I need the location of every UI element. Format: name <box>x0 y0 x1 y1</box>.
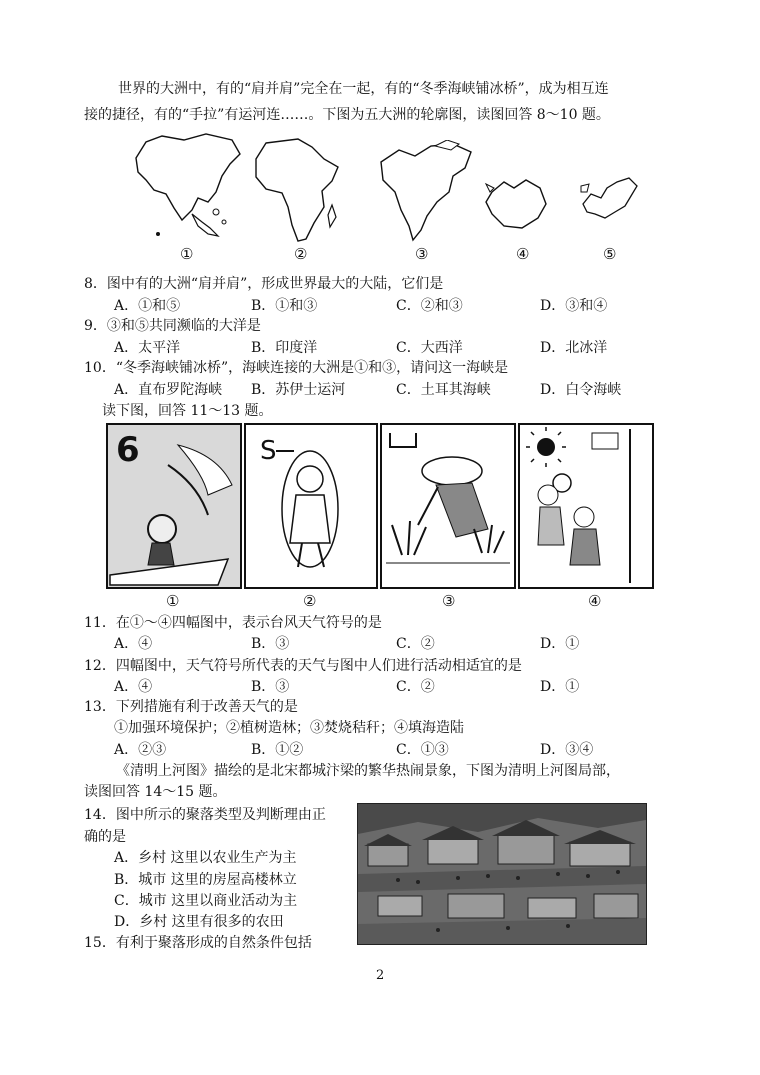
continent-europe-outline <box>577 174 641 224</box>
weather-label-4: ④ <box>588 592 602 610</box>
sun-icon <box>537 438 555 456</box>
question-12-option-b: B．③ <box>251 679 290 695</box>
weather-symbol-icon: S <box>260 436 277 466</box>
weather-symbol-icon <box>390 433 416 447</box>
question-14-option-d: D．乡村 这里有很多的农田 <box>114 914 284 930</box>
continent-label-3: ③ <box>415 245 429 263</box>
continent-label-4: ④ <box>516 245 530 263</box>
question-10-option-c: C．土耳其海峡 <box>396 382 491 398</box>
continent-north-america-outline <box>375 140 475 244</box>
weather-panel-sunny-basketball <box>518 423 654 589</box>
intro-line-2: 接的捷径，有的“手拉”有运河连……。下图为五大洲的轮廓图，读图回答 8～10 题。 <box>84 107 610 123</box>
question-14-option-a: A．乡村 这里以农业生产为主 <box>114 850 297 866</box>
question-10-option-b: B．苏伊士运河 <box>251 382 346 398</box>
question-11-option-b: B．③ <box>251 636 290 652</box>
question-9-option-b: B．印度洋 <box>251 340 318 356</box>
weather-panel-typhoon <box>106 423 242 589</box>
continent-label-1: ① <box>180 245 194 263</box>
question-8-option-d: D．③和④ <box>540 298 608 314</box>
qingming-painting-image <box>357 803 647 945</box>
page-number: 2 <box>376 968 385 983</box>
question-8-stem: 8．图中有的大洲“肩并肩”，形成世界最大的大陆，它们是 <box>84 276 444 292</box>
question-13-option-b: B．①② <box>251 742 304 758</box>
question-9-option-a: A．太平洋 <box>114 340 181 356</box>
question-11-option-d: D．① <box>540 636 580 652</box>
question-8-option-b: B．①和③ <box>251 298 318 314</box>
weather-intro: 读下图，回答 11～13 题。 <box>102 403 273 419</box>
question-11-stem: 11．在①～④四幅图中，表示台风天气符号的是 <box>84 615 382 631</box>
question-9-stem: 9．③和⑤共同濒临的大洋是 <box>84 318 261 334</box>
question-12-stem: 12．四幅图中，天气符号所代表的天气与图中人们进行活动相适宜的是 <box>84 658 522 674</box>
question-12-option-c: C．② <box>396 679 435 695</box>
question-12-option-d: D．① <box>540 679 580 695</box>
question-13-option-a: A．②③ <box>114 742 167 758</box>
question-10-option-d: D．白令海峡 <box>540 382 622 398</box>
question-15-stem: 15．有利于聚落形成的自然条件包括 <box>84 935 312 951</box>
question-9-option-c: C．大西洋 <box>396 340 463 356</box>
question-11-option-a: A．④ <box>114 636 153 652</box>
question-10-stem: 10．“冬季海峡铺冰桥”，海峡连接的大洲是①和③，请问这一海峡是 <box>84 360 509 376</box>
weather-label-3: ③ <box>442 592 456 610</box>
question-13-option-c: C．①③ <box>396 742 449 758</box>
question-11-option-c: C．② <box>396 636 435 652</box>
question-13-option-d: D．③④ <box>540 742 594 758</box>
question-10-option-a: A．直布罗陀海峡 <box>114 382 223 398</box>
continent-label-5: ⑤ <box>603 245 617 263</box>
question-13-statements: ①加强环境保护；②植树造林；③焚烧秸秆；④填海造陆 <box>114 720 464 736</box>
question-12-option-a: A．④ <box>114 679 153 695</box>
question-8-option-a: A．①和⑤ <box>114 298 181 314</box>
question-14-stem-2: 确的是 <box>84 829 126 845</box>
painting-intro-line-1: 《清明上河图》描绘的是北宋都城汴梁的繁华热闹景象，下图为清明上河图局部， <box>116 763 620 779</box>
continent-africa-outline <box>252 137 344 245</box>
question-14-option-b: B．城市 这里的房屋高楼林立 <box>114 872 297 888</box>
continent-label-2: ② <box>294 245 308 263</box>
question-14-stem-1: 14．图中所示的聚落类型及判断理由正 <box>84 807 326 823</box>
weather-label-1: ① <box>166 592 180 610</box>
question-13-stem: 13．下列措施有利于改善天气的是 <box>84 699 298 715</box>
question-9-option-d: D．北冰洋 <box>540 340 608 356</box>
painting-intro-line-2: 读图回答 14～15 题。 <box>84 784 227 800</box>
question-14-option-c: C．城市 这里以商业活动为主 <box>114 893 298 909</box>
continent-antarctica-outline <box>482 174 550 234</box>
continent-asia-outline <box>132 132 244 244</box>
question-8-option-c: C．②和③ <box>396 298 463 314</box>
weather-label-2: ② <box>303 592 317 610</box>
intro-line-1: 世界的大洲中，有的“肩并肩”完全在一起，有的“冬季海峡铺冰桥”，成为相互连 <box>118 81 609 97</box>
typhoon-symbol-icon: 6 <box>116 430 140 470</box>
weather-panel-fog-farming <box>380 423 516 589</box>
weather-panel-sunny-skipping <box>244 423 378 589</box>
